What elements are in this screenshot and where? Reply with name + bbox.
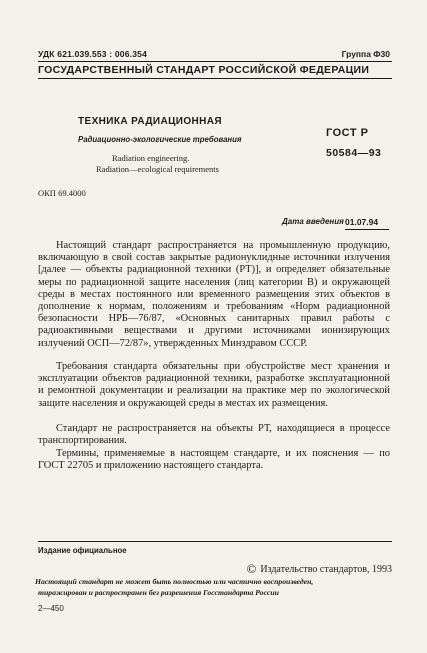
- page-code: 2—450: [38, 604, 64, 613]
- group-code: Группа Ф30: [341, 49, 390, 59]
- intro-date-underline: [345, 229, 389, 230]
- gost-code: ГОСТ Р: [326, 127, 369, 139]
- reprint-notice-line-1: Настоящий стандарт не может быть полностью или частично воспроизведен,: [35, 577, 314, 586]
- paragraph-scope: Настоящий стандарт распространяется на промышленную продукцию, включающую в свой состав закрытые радионуклидные источники излучения [далее — объекты радиационной техники (РТ)], и определяет обязательные меры по радиационной защите населения (лиц категории В) и окружающей среды в местах постоянного или временного размещения этих объектов в дополнение к нормам, положениям и требованиям «Норм радиационной безопасности НРБ—76/87, «Основных санитарных правил работы с радиоактивными веществами и другими источниками ионизирующих излучений ОСП—72/87», утвержденных Минздравом СССР.: [38, 240, 390, 349]
- udk-code: УДК 621.039.553 : 006.354: [38, 49, 148, 59]
- subtitle-en-line-2: Radiation—ecological requirements: [96, 164, 219, 174]
- okp-code: ОКП 69.4000: [38, 188, 86, 198]
- publisher-text: Издательство стандартов, 1993: [260, 564, 392, 575]
- paragraph-requirements: Требования стандарта обязательны при обустройстве мест хранения и эксплуатации объектов радиационной техники, разработке эксплуатационной и ремонтной документации и реализации на практике мер по экологической защите населения и окружающей среды в местах их размещения.: [38, 361, 390, 409]
- paragraph-terms: Термины, применяемые в настоящем стандарте, и их пояснения — по ГОСТ 22705 и приложению настоящего стандарта.: [38, 448, 390, 472]
- intro-date-label: Дата введения: [282, 217, 344, 226]
- subtitle-ru: Радиационно-экологические требования: [78, 135, 242, 144]
- subtitle-en-line-1: Radiation engineering.: [112, 153, 190, 163]
- intro-date-value: 01.07.94: [345, 217, 379, 227]
- copyright-icon: ©: [246, 561, 257, 576]
- reprint-notice-line-2: тиражирован и распространен без разрешения Госстандарта России: [38, 588, 279, 597]
- official-edition-label: Издание официальное: [38, 546, 127, 555]
- publisher-line: [246, 561, 392, 577]
- main-title: ТЕХНИКА РАДИАЦИОННАЯ: [78, 116, 223, 127]
- standard-title: ГОСУДАРСТВЕННЫЙ СТАНДАРТ РОССИЙСКОЙ ФЕДЕРАЦИИ: [38, 64, 370, 76]
- paragraph-exclusion: Стандарт не распространяется на объекты РТ, находящиеся в процессе транспортирования.: [38, 423, 390, 447]
- gost-number: 50584—93: [326, 147, 382, 159]
- header-rule-top: [38, 61, 392, 62]
- footer-rule: [38, 541, 392, 542]
- header-rule-bottom: [38, 78, 392, 79]
